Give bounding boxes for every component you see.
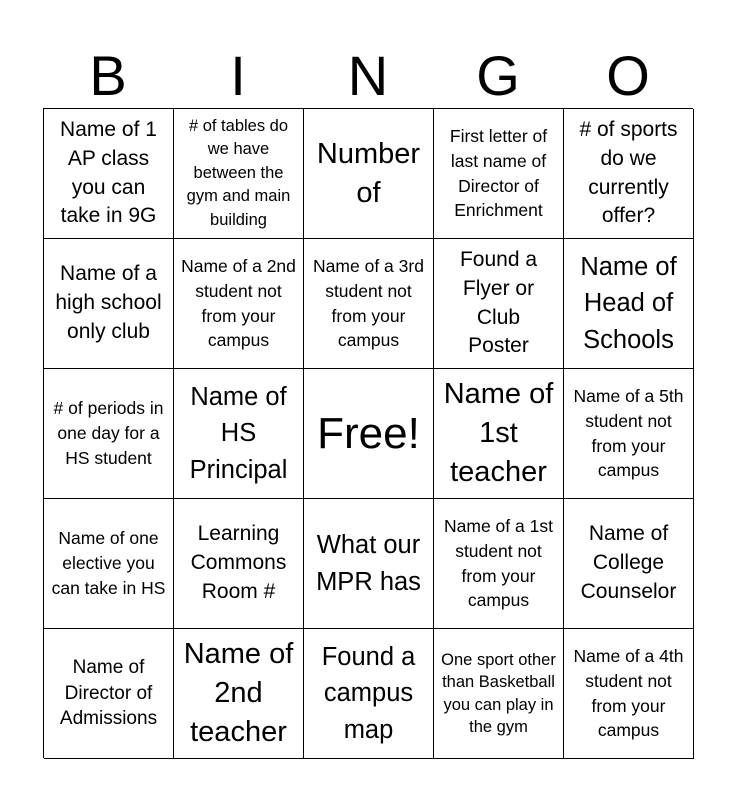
bingo-cell-text: Found a campus map bbox=[321, 643, 416, 744]
bingo-cell[interactable] bbox=[174, 629, 304, 759]
bingo-cell-text: # of periods in one day for a HS student bbox=[53, 398, 164, 468]
bingo-cell[interactable] bbox=[44, 239, 174, 369]
bingo-cell-text: Found a Flyer or Club Poster bbox=[459, 247, 538, 358]
bingo-cell[interactable] bbox=[564, 499, 694, 629]
bingo-cell[interactable] bbox=[564, 109, 694, 239]
bingo-cell-text: # of tables do we have between the gym and main building bbox=[186, 116, 291, 229]
bingo-cell-text: # of sports do we currently offer? bbox=[579, 117, 678, 228]
bingo-cell-text: Name of 2nd teacher bbox=[183, 638, 294, 748]
bingo-cell-text: One sport other than Basketball you can play in the gym bbox=[441, 650, 556, 736]
bingo-cell[interactable] bbox=[44, 369, 174, 499]
free-space-text: Free! bbox=[317, 408, 420, 458]
bingo-cell[interactable] bbox=[304, 109, 434, 239]
bingo-card-grid bbox=[43, 108, 693, 758]
bingo-cell-text: Name of 1 AP class you can take in 9G bbox=[60, 117, 157, 228]
bingo-cell-text: Name of a 5th student not from your campus bbox=[573, 385, 684, 481]
bingo-cell[interactable] bbox=[564, 239, 694, 369]
bingo-cell[interactable] bbox=[434, 629, 564, 759]
bingo-header bbox=[43, 44, 693, 108]
bingo-cell-text: Name of a high school only club bbox=[55, 262, 162, 343]
header-letter-g: G bbox=[476, 44, 520, 107]
bingo-cell-text: Name of a 2nd student not from your campus bbox=[181, 255, 296, 351]
bingo-cell-text: Name of a 3rd student not from your campus bbox=[313, 255, 424, 351]
bingo-cell[interactable] bbox=[564, 629, 694, 759]
bingo-cell-text: Name of Director of Admissions bbox=[59, 656, 158, 730]
bingo-cell[interactable] bbox=[174, 239, 304, 369]
bingo-cell-text: Name of College Counselor bbox=[580, 522, 677, 603]
bingo-cell-text: Name of HS Principal bbox=[189, 383, 288, 484]
bingo-cell-text: Number of bbox=[316, 137, 421, 209]
bingo-cell-text: Name of a 4th student not from your campus bbox=[573, 645, 684, 741]
bingo-cell-text: Name of 1st teacher bbox=[443, 378, 554, 488]
bingo-cell[interactable] bbox=[434, 369, 564, 499]
bingo-cell-text: Name of a 1st student not from your campus bbox=[444, 515, 553, 611]
bingo-cell[interactable] bbox=[304, 629, 434, 759]
header-letter-b: B bbox=[89, 44, 127, 107]
bingo-cell[interactable] bbox=[174, 499, 304, 629]
free-space[interactable] bbox=[304, 369, 434, 499]
header-letter-i: I bbox=[230, 44, 246, 107]
bingo-cell[interactable] bbox=[434, 239, 564, 369]
header-letter-o: O bbox=[606, 44, 650, 107]
bingo-cell-text: First letter of last name of Director of Enrichment bbox=[449, 125, 548, 221]
bingo-cell[interactable] bbox=[174, 369, 304, 499]
bingo-cell[interactable] bbox=[44, 499, 174, 629]
bingo-cell[interactable] bbox=[434, 499, 564, 629]
bingo-cell-text: What our MPR has bbox=[316, 531, 421, 596]
bingo-cell[interactable] bbox=[434, 109, 564, 239]
bingo-cell-text: Name of Head of Schools bbox=[580, 253, 677, 354]
bingo-cell[interactable] bbox=[174, 109, 304, 239]
bingo-cell-text: Name of one elective you can take in HS bbox=[51, 528, 166, 598]
bingo-cell[interactable] bbox=[304, 239, 434, 369]
bingo-cell[interactable] bbox=[564, 369, 694, 499]
bingo-cell[interactable] bbox=[304, 499, 434, 629]
bingo-cell[interactable] bbox=[44, 629, 174, 759]
bingo-cell-text: Learning Commons Room # bbox=[190, 522, 287, 603]
bingo-cell[interactable] bbox=[44, 109, 174, 239]
header-letter-n: N bbox=[347, 44, 389, 107]
